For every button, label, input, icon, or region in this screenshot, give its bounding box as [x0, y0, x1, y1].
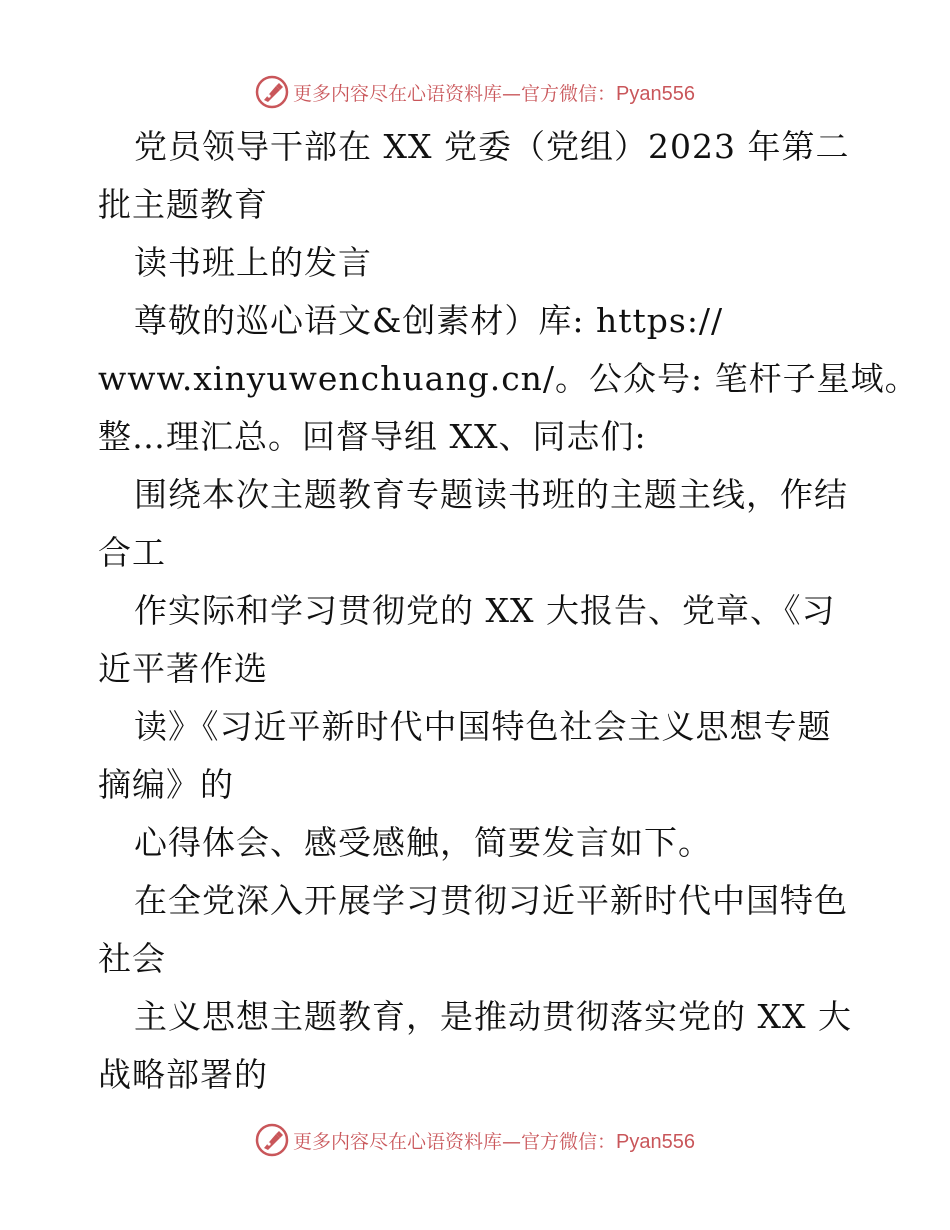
text-line: 尊敬的巡心语文&创素材）库: https:// — [134, 301, 724, 340]
banner-text: 更多内容尽在心语资料库—官方微信：Pyan556 — [293, 1130, 695, 1153]
text-line: 心得体会、感受感触，简要发言如下。 — [134, 823, 712, 862]
text-line: 战略部署的 — [98, 1055, 268, 1094]
text-line: 合工 — [98, 533, 166, 572]
text-line: 社会 — [98, 939, 166, 978]
pen-nib-logo-icon — [255, 1123, 289, 1157]
text-line: 读书班上的发言 — [134, 243, 372, 282]
footer-banner — [0, 1120, 950, 1160]
text-line: 围绕本次主题教育专题读书班的主题主线，作结 — [134, 475, 848, 514]
text-line: 读》《习近平新时代中国特色社会主义思想专题 — [134, 707, 832, 746]
text-line: www.xinyuwenchuang.cn/。公众号: 笔杆子星域。 — [98, 359, 919, 398]
text-line: 主义思想主题教育，是推动贯彻落实党的 XX 大 — [134, 997, 852, 1036]
text-line: 党员领导干部在 XX 党委（党组）2023 年第二 — [134, 127, 850, 166]
pen-nib-logo-icon — [255, 75, 289, 109]
header-banner — [0, 72, 950, 112]
text-line: 近平著作选 — [98, 649, 268, 688]
text-line: 在全党深入开展学习贯彻习近平新时代中国特色 — [134, 881, 848, 920]
text-line: 作实际和学习贯彻党的 XX 大报告、党章、《习 — [134, 591, 836, 630]
document-body — [98, 118, 919, 1104]
text-line: 整…理汇总。回督导组 XX、同志们: — [98, 417, 647, 456]
text-line: 摘编》的 — [98, 765, 234, 804]
banner-text: 更多内容尽在心语资料库—官方微信：Pyan556 — [293, 82, 695, 105]
text-line: 批主题教育 — [98, 185, 268, 224]
